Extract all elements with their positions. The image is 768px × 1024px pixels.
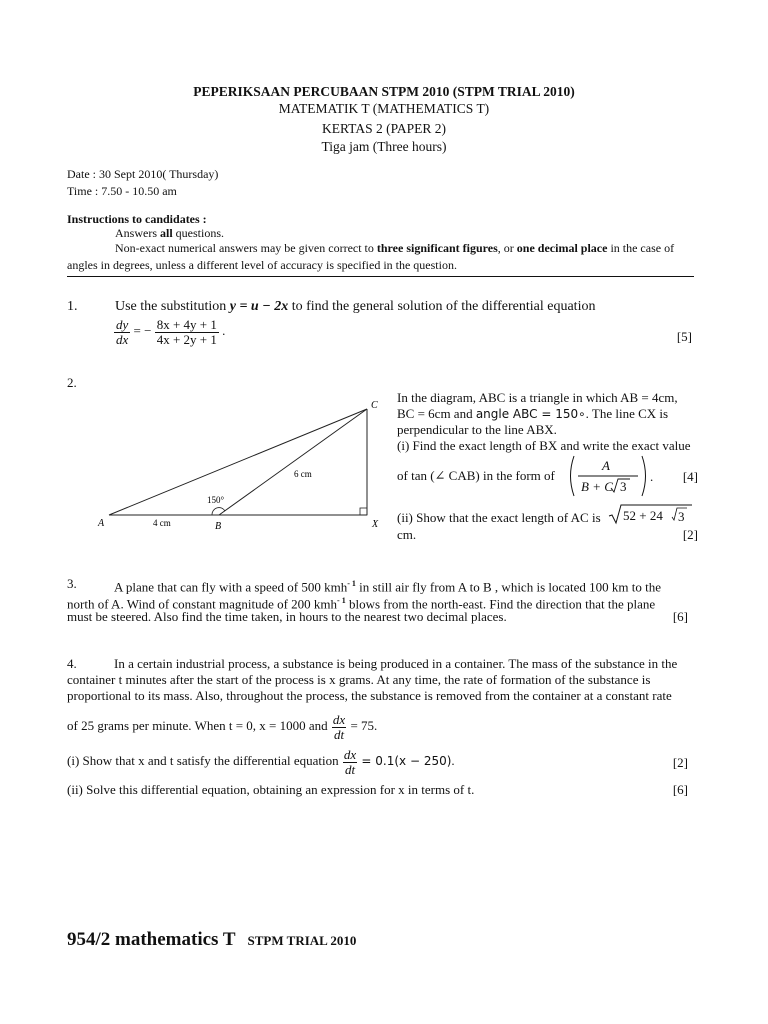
q2-text-4: (i) Find the exact length of BX and write the exact value: [397, 438, 691, 453]
q2-text-2: BC = 6cm and angle ABC = 150∘. The line CX is: [397, 406, 669, 421]
instructions-line-2: Non-exact numerical answers may be given correct to three significant figures, or one decimal place in the case of: [115, 241, 675, 255]
q4-line-5: (i) Show that x and t satisfy the differential equation $\frac{dx}{dt}$ = 0.1(x − 250).: [67, 747, 455, 777]
q2-number: 2.: [67, 375, 77, 390]
q3-marks: [6]: [672, 609, 688, 624]
line-bc: [219, 409, 367, 515]
right-angle-mark: [360, 508, 367, 515]
label-c: C: [371, 400, 378, 411]
q4-line-6: (ii) Solve this differential equation, obtaining an expression for x in terms of t.: [67, 782, 475, 797]
label-ab-length: 4 cm: [153, 518, 171, 528]
exam-title: PEPERIKSAAN PERCUBAAN STPM 2010 (STPM TRIAL 2010): [193, 84, 575, 99]
label-b: B: [215, 521, 222, 532]
fraction-numerator: A: [602, 458, 610, 473]
q3-line-1: A plane that can fly with a speed of 500 kmh$^{- 1}$ in still air fly from A to B , which is located 100 km to the: [114, 579, 662, 595]
footer-code: 954/2 mathematics T: [67, 929, 236, 950]
q2-text-7: cm.: [397, 527, 417, 542]
footer: [67, 929, 356, 951]
exam-date: Date : 30 Sept 2010( Thursday): [67, 167, 219, 181]
divider: [67, 276, 694, 277]
q4-marks-i: [2]: [672, 755, 688, 770]
triangle-diagram: [95, 395, 390, 535]
q4-line-4: of 25 grams per minute. When t = 0, x = 1000 and $\frac{dx}{dt}$ = 75.: [67, 712, 378, 742]
q4-marks-ii: [6]: [672, 782, 688, 797]
instructions-line-1: Answers all questions.: [115, 226, 225, 240]
fraction-root-three: 3: [620, 479, 627, 494]
q1-text: Use the substitution y = u − 2x to find the general solution of the differential equation: [115, 299, 596, 314]
ac-length-expression: [608, 503, 694, 525]
q1-equation: $\frac{dy}{dx}$ = − $\frac{8x + 4y + 1}{4x + 2y + 1}$ .: [116, 317, 226, 347]
q1-number: 1.: [67, 299, 78, 314]
label-angle: 150°: [207, 495, 225, 505]
instructions-title: Instructions to candidates :: [67, 212, 207, 226]
root-outer: 52 + 24: [623, 508, 663, 523]
line-ac: [109, 409, 367, 515]
q2-text-5: of tan (∠ CAB) in the form of: [397, 468, 555, 483]
exam-time: Time : 7.50 - 10.50 am: [67, 184, 177, 198]
q4-number: 4.: [67, 656, 77, 671]
duration: Tiga jam (Three hours): [321, 139, 447, 154]
q2-marks-i: [4]: [682, 469, 698, 484]
root-inner: 3: [678, 509, 685, 524]
angle-arc: [212, 508, 225, 515]
subject-title: MATEMATIK T (MATHEMATICS T): [278, 101, 490, 116]
q3-line-3: must be steered. Also find the time taken, in hours to the nearest two decimal places.: [67, 609, 507, 624]
q2-text-6: (ii) Show that the exact length of AC is: [397, 510, 601, 525]
q2-marks-ii: [2]: [682, 527, 698, 542]
q4-line-3: proportional to its mass. Also, throughout the process, the substance is removed from the container at a constant rate: [67, 688, 672, 703]
q2-text-5-dot: .: [650, 469, 654, 484]
q1-marks: [5]: [676, 329, 692, 344]
paper-title: KERTAS 2 (PAPER 2): [321, 121, 446, 136]
tan-form-expression: [566, 454, 650, 498]
q2-text-3: perpendicular to the line ABX.: [397, 422, 557, 437]
label-a: A: [98, 518, 105, 529]
instructions-line-3: angles in degrees, unless a different level of accuracy is specified in the question.: [67, 258, 457, 272]
footer-trial: STPM TRIAL 2010: [247, 933, 357, 948]
q3-number: 3.: [67, 576, 77, 591]
q4-line-2: container t minutes after the start of the process is x grams. At any time, the rate of formation of the substance is: [67, 672, 651, 687]
label-x: X: [372, 519, 379, 530]
q4-line-1: In a certain industrial process, a substance is being produced in a container. The mass of the substance in the: [114, 656, 678, 671]
fraction-denominator: B + C: [581, 479, 613, 494]
q2-text-1: In the diagram, ABC is a triangle in which AB = 4cm,: [397, 390, 678, 405]
q3-line-2: north of A. Wind of constant magnitude of 200 kmh$^{- 1}$ blows from the north-east. Find the direction that the plane: [67, 596, 656, 612]
label-bc-length: 6 cm: [294, 469, 312, 479]
